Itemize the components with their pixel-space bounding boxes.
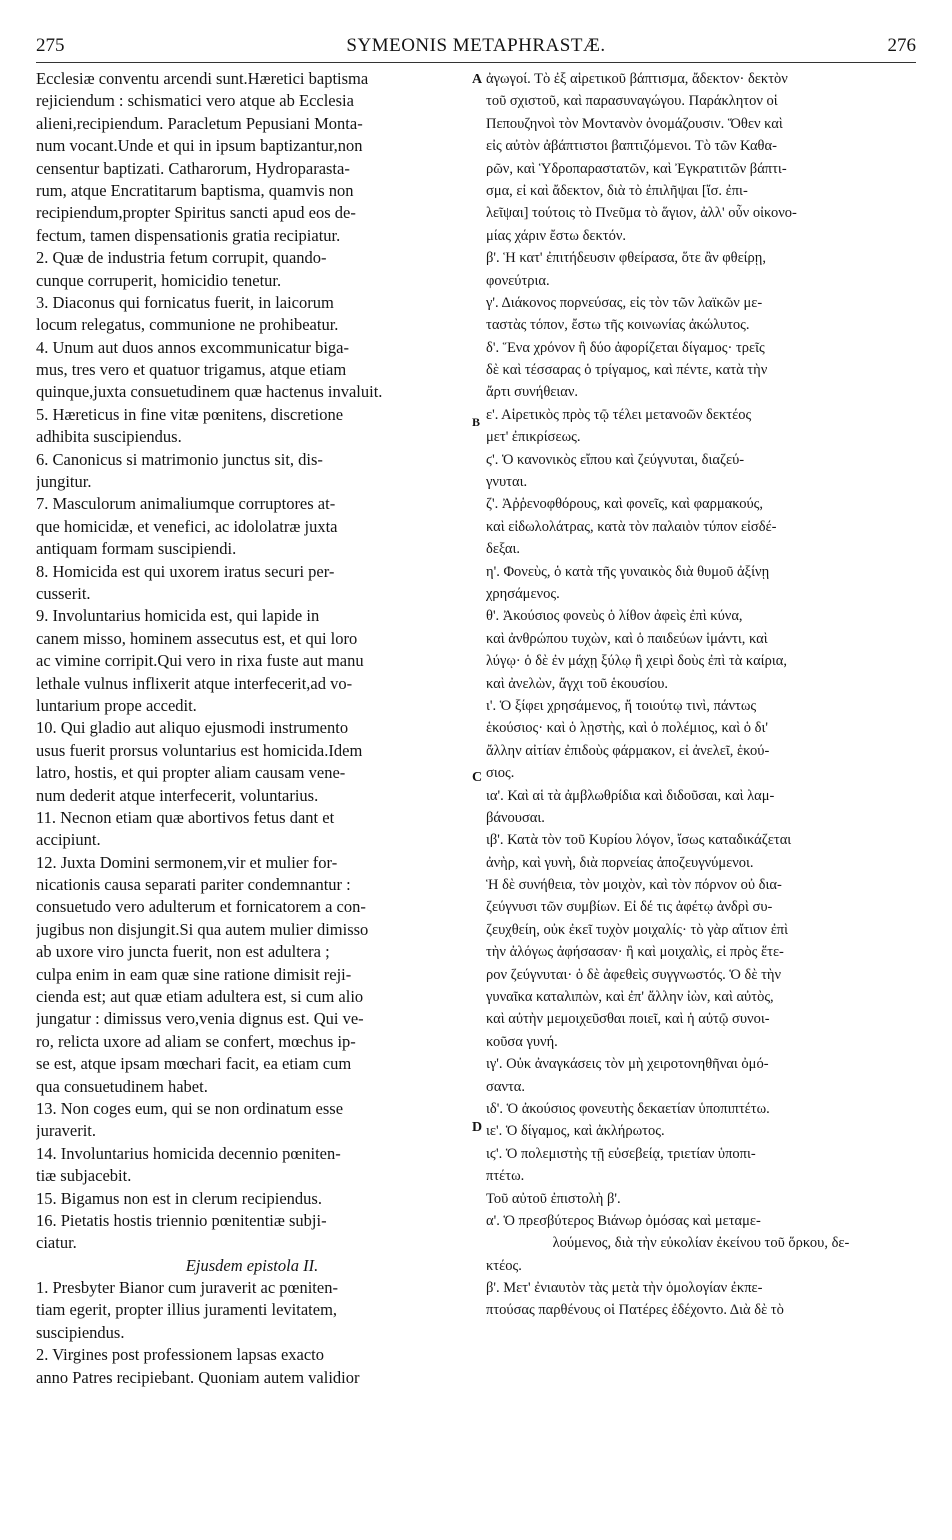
greek-text-line: ρῶν, καὶ Ὑδροπαραστατῶν, καὶ Ἐγκρατιτῶν βάπτι- — [486, 160, 787, 177]
greek-text-line: η'. Φονεὺς, ὁ κατὰ τῆς γυναικὸς διὰ θυμοῦ ἀξίνῃ — [486, 563, 770, 580]
latin-text-line: 14. Involuntarius homicida decennio pœniten- — [36, 1143, 341, 1163]
greek-column — [486, 68, 916, 1322]
latin-text-line: luntarium prope accedit. — [36, 695, 197, 715]
greek-text-line: καὶ ἀνελὼν, ἄγχι τοῦ ἑκουσίου. — [486, 675, 669, 692]
latin-column — [36, 68, 468, 1389]
greek-text-line: σιος. — [486, 765, 515, 782]
greek-text-line: πτέτω. — [486, 1168, 525, 1185]
greek-text-line: γυναῖκα καταλιπὼν, καὶ ἐπ' ἄλλην ἰὼν, καὶ αὐτὸς, — [486, 989, 774, 1006]
greek-text-line: ἀγωγοί. Τὸ ἐξ αἱρετικοῦ βάπτισμα, ἄδεκτον· δεκτὸν — [486, 71, 788, 87]
latin-text-line: 1. Presbyter Bianor cum juraverit ac pœniten- — [36, 1278, 338, 1298]
greek-text-line: β'. Ἡ κατ' ἐπιτήδευσιν φθείρασα, ὅτε ἂν φθείρῃ, — [486, 250, 767, 267]
greek-text-line: ἄρτι συνήθειαν. — [486, 384, 579, 401]
latin-text-line: cusserit. — [36, 583, 91, 603]
greek-text-line: ι'. Ὁ ξίφει χρησάμενος, ἤ τοιούτῳ τινὶ, πάντως — [486, 697, 757, 714]
latin-text-line: Ecclesiæ conventu arcendi sunt.Hæretici baptisma — [36, 69, 369, 88]
latin-text-line: canem misso, hominem assecutus est, et qui loro — [36, 628, 358, 648]
latin-text-line: rejiciendum : schismatici vero atque ab Ecclesia — [36, 91, 354, 111]
greek-text-line: ϛ'. Ὁ κανονικὸς εἴπου καὶ ζεύγνυται, διαζεύ- — [486, 451, 745, 468]
latin-text-line: adhibita suscipiendus. — [36, 427, 182, 447]
latin-text-line: Ejusdem epistola II. — [185, 1255, 319, 1275]
greek-text-line: ζ'. Ἀῤῥενοφθόρους, καὶ φονεῖς, καὶ φαρμακούς, — [486, 496, 764, 513]
greek-text-line: κτέος. — [486, 1257, 522, 1274]
latin-text-line: 7. Masculorum animaliumque corruptores at- — [36, 494, 336, 514]
latin-text-line: qua consuetudinem habet. — [36, 1076, 208, 1096]
greek-text-line: ια'. Καὶ αἱ τὰ ἀμβλωθρίδια καὶ διδοῦσαι, καὶ λαμ- — [486, 787, 775, 804]
margin-letter-c: C — [472, 770, 483, 785]
greek-text-line: ιδ'. Ὁ ἀκούσιος φονευτὴς δεκαετίαν ὑποπιπτέτω. — [486, 1100, 770, 1117]
greek-text-line: ιε'. Ὁ δίγαμος, καὶ ἀκλήρωτος. — [486, 1123, 665, 1140]
latin-text-line: rum, atque Encratitarum baptisma, quamvis non — [36, 180, 354, 200]
greek-text-line: καὶ εἰδωλολάτρας, κατὰ τὸν παλαιὸν τύπον εἰσδέ- — [486, 518, 777, 535]
latin-text-line: 9. Involuntarius homicida est, qui lapide in — [36, 606, 320, 626]
latin-text-line: 5. Hæreticus in fine vitæ pœnitens, discretione — [36, 404, 344, 424]
latin-text-line: anno Patres recipiebant. Quoniam autem validior — [36, 1367, 360, 1387]
latin-text-line: 12. Juxta Domini sermonem,vir et mulier for- — [36, 852, 338, 872]
latin-text-line: recipiendum,propter Spiritus sancti apud eos de- — [36, 203, 356, 223]
latin-text-line: antiquam formam suscipiendi. — [36, 539, 237, 559]
greek-text-line: σμα, εἰ καὶ ἄδεκτον, διὰ τὸ ἐπιλῆψαι [ἴσ. ἐπι- — [486, 182, 748, 199]
latin-text-line: fectum, tamen dispensationis gratia recipiatur. — [36, 225, 341, 245]
greek-text-line: ταστὰς τόπον, ἔστω τῆς κοινωνίας ἀκώλυτος. — [486, 317, 750, 334]
margin-letter-d: D — [472, 1120, 483, 1135]
latin-text-line: alieni,recipiendum. Paracletum Pepusiani Monta- — [36, 113, 363, 133]
greek-text-line: τὴν ἀλόγως ἀφήσασαν· ἢ καὶ μοιχαλὶς, εἰ πρὸς ἕτε- — [486, 944, 784, 961]
greek-text-line: ε'. Αἱρετικὸς πρὸς τῷ τέλει μετανοῶν δεκτέος — [486, 406, 752, 423]
greek-text-line: θ'. Ἀκούσιος φονεὺς ὁ λίθον ἀφεὶς ἐπὶ κύνα, — [486, 608, 743, 625]
latin-text-line: se est, atque ipsam mœchari facit, ea etiam cum — [36, 1054, 352, 1074]
greek-text-line: φονεύτρια. — [486, 272, 550, 289]
greek-text-line: ιϛ'. Ὁ πολεμιστὴς τῇ εὐσεβείᾳ, τριετίαν ὑποπι- — [486, 1145, 756, 1162]
greek-text-line: ρον ζεύγνυται· ὁ δὲ ἀφεθεὶς συγγνωστός. Ὁ δὲ τὴν — [486, 966, 782, 983]
latin-text-line: suscipiendus. — [36, 1322, 125, 1342]
running-title: SYMEONIS METAPHRASTÆ. — [346, 35, 606, 56]
greek-text-line: ιγ'. Οὐκ ἀναγκάσεις τὸν μὴ χειροτονηθῆναι ὀμό- — [486, 1056, 769, 1073]
latin-text-line: 4. Unum aut duos annos excommunicatur biga- — [36, 337, 349, 357]
latin-text-line: 2. Quæ de industria fetum corrupit, quando- — [36, 248, 327, 268]
latin-text-line: tiæ subjacebit. — [36, 1166, 132, 1186]
greek-text-line: δ'. Ἕνα χρόνον ἢ δύο ἀφορίζεται δίγαμος· τρεῖς — [486, 339, 765, 356]
greek-text-line: μετ' ἐπικρίσεως. — [486, 429, 581, 446]
latin-text-line: latro, hostis, et qui propter aliam causam vene- — [36, 763, 346, 783]
greek-text-line: δὲ καὶ τέσσαρας ὁ τρίγαμος, καὶ πέντε, κατὰ τὴν — [486, 362, 768, 379]
latin-text-line: 13. Non coges eum, qui se non ordinatum esse — [36, 1098, 344, 1118]
greek-text-line: βάνουσαι. — [486, 809, 545, 826]
greek-text-line: β'. Μετ' ἐνιαυτὸν τὰς μετὰ τὴν ὁμολογίαν ἐκπε- — [486, 1280, 763, 1297]
running-header — [36, 34, 916, 58]
latin-text-line: ab uxore viro juncta fuerit, non est adultera ; — [36, 942, 330, 962]
greek-text-line: Πεπουζηνοὶ τὸν Μοντανὸν ὀνομάζουσιν. Ὅθεν καὶ — [486, 115, 783, 132]
latin-text-line: 16. Pietatis hostis triennio pœnitentiæ subji- — [36, 1210, 327, 1230]
greek-text-line: δεξαι. — [486, 541, 520, 558]
greek-text-line: λούμενος, διὰ τὴν εὐκολίαν ἐκείνου τοῦ ὅρκου, δε- — [552, 1235, 850, 1252]
greek-text-line: κοῦσα γυνή. — [486, 1033, 558, 1050]
greek-text-line: α'. Ὁ πρεσβύτερος Βιάνωρ ὀμόσας καὶ μεταμε- — [486, 1212, 761, 1229]
latin-text-line: culpa enim in eam quæ sine ratione dimisit reji- — [36, 964, 352, 984]
greek-text-line: Τοῦ αὐτοῦ ἐπιστολὴ β'. — [486, 1190, 621, 1207]
greek-text-line: χρησάμενος. — [486, 585, 560, 602]
latin-text-line: 10. Qui gladio aut aliquo ejusmodi instrumento — [36, 718, 349, 738]
latin-text-line: tiam egerit, propter illius juramenti levitatem, — [36, 1300, 338, 1320]
latin-text-line: cienda est; aut quæ etiam adultera est, si cum alio — [36, 987, 364, 1007]
greek-text-line: γνυται. — [486, 474, 528, 491]
latin-text-line: usus fuerit prorsus voluntarius est homicida.Idem — [36, 740, 363, 760]
latin-text-line: cunque corruperit, homicidio tenetur. — [36, 270, 282, 290]
page-number-right: 276 — [887, 35, 916, 56]
latin-text-line: 2. Virgines post professionem lapsas exacto — [36, 1345, 325, 1365]
latin-text-line: consuetudo vero adulterum et fornicatorem a con- — [36, 897, 366, 917]
greek-text-line: καὶ αὐτὴν μεμοιχεῦσθαι ποιεῖ, καὶ ἡ αὐτῷ συνοι- — [486, 1011, 770, 1028]
greek-text-line: ἀνὴρ, καὶ γυνὴ, διὰ πορνείας ἀποζευγνύμενοι. — [486, 854, 754, 871]
latin-text-line: locum relegatus, communione ne prohibeatur. — [36, 315, 339, 335]
greek-text-line: ἑκούσιος· καὶ ὁ λῃστὴς, καὶ ὁ πολέμιος, καὶ ὁ δι' — [486, 720, 768, 737]
greek-text-line: καὶ ἀνθρώπου τυχὼν, καὶ ὁ παιδεύων ἱμάντι, καὶ — [486, 630, 768, 647]
latin-text-line: lethale vulnus inflixerit atque interfecerit,ad vo- — [36, 673, 353, 693]
latin-text-line: 8. Homicida est qui uxorem iratus securi per- — [36, 561, 335, 581]
latin-text-line: 15. Bigamus non est in clerum recipiendus. — [36, 1188, 322, 1208]
greek-text-line: ιβ'. Κατὰ τὸν τοῦ Κυρίου λόγον, ἴσως καταδικάζεται — [486, 832, 792, 849]
margin-letter-a: A — [472, 72, 483, 87]
page-number-left: 275 — [36, 35, 65, 56]
margin-letter-b: B — [472, 415, 481, 429]
latin-text-line: 6. Canonicus si matrimonio junctus sit, dis- — [36, 449, 323, 469]
latin-text-line: 11. Necnon etiam quæ abortivos fetus dant et — [36, 807, 335, 827]
latin-text-line: accipiunt. — [36, 830, 101, 850]
latin-text-line: ro, relicta uxore ad aliam se confert, mœchus ip- — [36, 1031, 356, 1051]
greek-text-line: γ'. Διάκονος πορνεύσας, εἰς τὸν τῶν λαϊκῶν με- — [486, 294, 763, 311]
latin-text-line: jungitur. — [36, 472, 92, 492]
latin-text-line: nicationis causa separati pariter condemnantur : — [36, 875, 351, 895]
greek-text-line: μίας χάριν ἔστω δεκτόν. — [486, 227, 627, 244]
greek-text-line: Ἡ δὲ συνήθεια, τὸν μοιχὸν, καὶ τὸν πόρνον οὐ δια- — [486, 877, 782, 894]
latin-text-line: num dederit atque interfecerit, voluntarius. — [36, 785, 319, 805]
latin-text-line: censentur baptizati. Catharorum, Hydroparasta- — [36, 158, 350, 178]
greek-text-line: τοῦ σχιστοῦ, καὶ παρασυναγώγου. Παράκλητον οἱ — [486, 93, 778, 110]
greek-text-line: ζεύγνυσι τῶν συμβίων. Εἰ δέ τις ἀφέτῳ ἀνδρὶ συ- — [486, 899, 773, 916]
latin-text-line: juraverit. — [36, 1121, 97, 1141]
header-rule — [36, 62, 916, 63]
greek-text-line: πτούσας παρθένους οἱ Πατέρες ἐδέχοντο. Διὰ δὲ τὸ — [486, 1302, 784, 1319]
greek-text-line: σαντα. — [486, 1078, 526, 1095]
greek-text-line: λεῖψαι] τούτοις τὸ Πνεῦμα τὸ ἅγιον, ἀλλ' οὖν οἰκονο- — [486, 205, 797, 222]
latin-text-line: mus, tres vero et quatuor trigamus, atque etiam — [36, 360, 347, 380]
latin-text-line: quinque,juxta consuetudinem quæ hactenus invaluit. — [36, 382, 383, 402]
latin-text-line: ac vimine corripit.Qui vero in rixa fuste aut manu — [36, 651, 364, 671]
latin-text-line: jungatur : dimissus vero,venia dignus est. Qui ve- — [36, 1009, 364, 1029]
greek-text-line: ἄλλην αἰτίαν ἐπιδοὺς φάρμακον, εἰ ἀνελεῖ, ἑκού- — [486, 742, 770, 759]
latin-text-line: num vocant.Unde et qui in ipsum baptizantur,non — [36, 136, 363, 156]
latin-text-line: 3. Diaconus qui fornicatus fuerit, in laicorum — [36, 292, 334, 312]
latin-text-line: ciatur. — [36, 1233, 77, 1253]
latin-text-line: jugibus non disjungit.Si qua autem mulier dimisso — [36, 919, 369, 939]
greek-text-line: λύγῳ· ὁ δὲ ἐν μάχῃ ξύλῳ ἢ χειρὶ δοὺς ἐπὶ τὰ καίρια, — [486, 653, 787, 670]
latin-text-line: que homicidæ, et venefici, ac idololatræ juxta — [36, 516, 338, 536]
greek-text-line: ζευχθείη, οὐκ ἐκεῖ τυχὸν μοιχαλίς· τὸ γὰρ αἴτιον ἐπὶ — [486, 921, 789, 938]
greek-text-line: εἰς αὐτὸν ἀβάπτιστοι βαπτιζόμενοι. Τὸ τῶν Καθα- — [486, 138, 777, 155]
